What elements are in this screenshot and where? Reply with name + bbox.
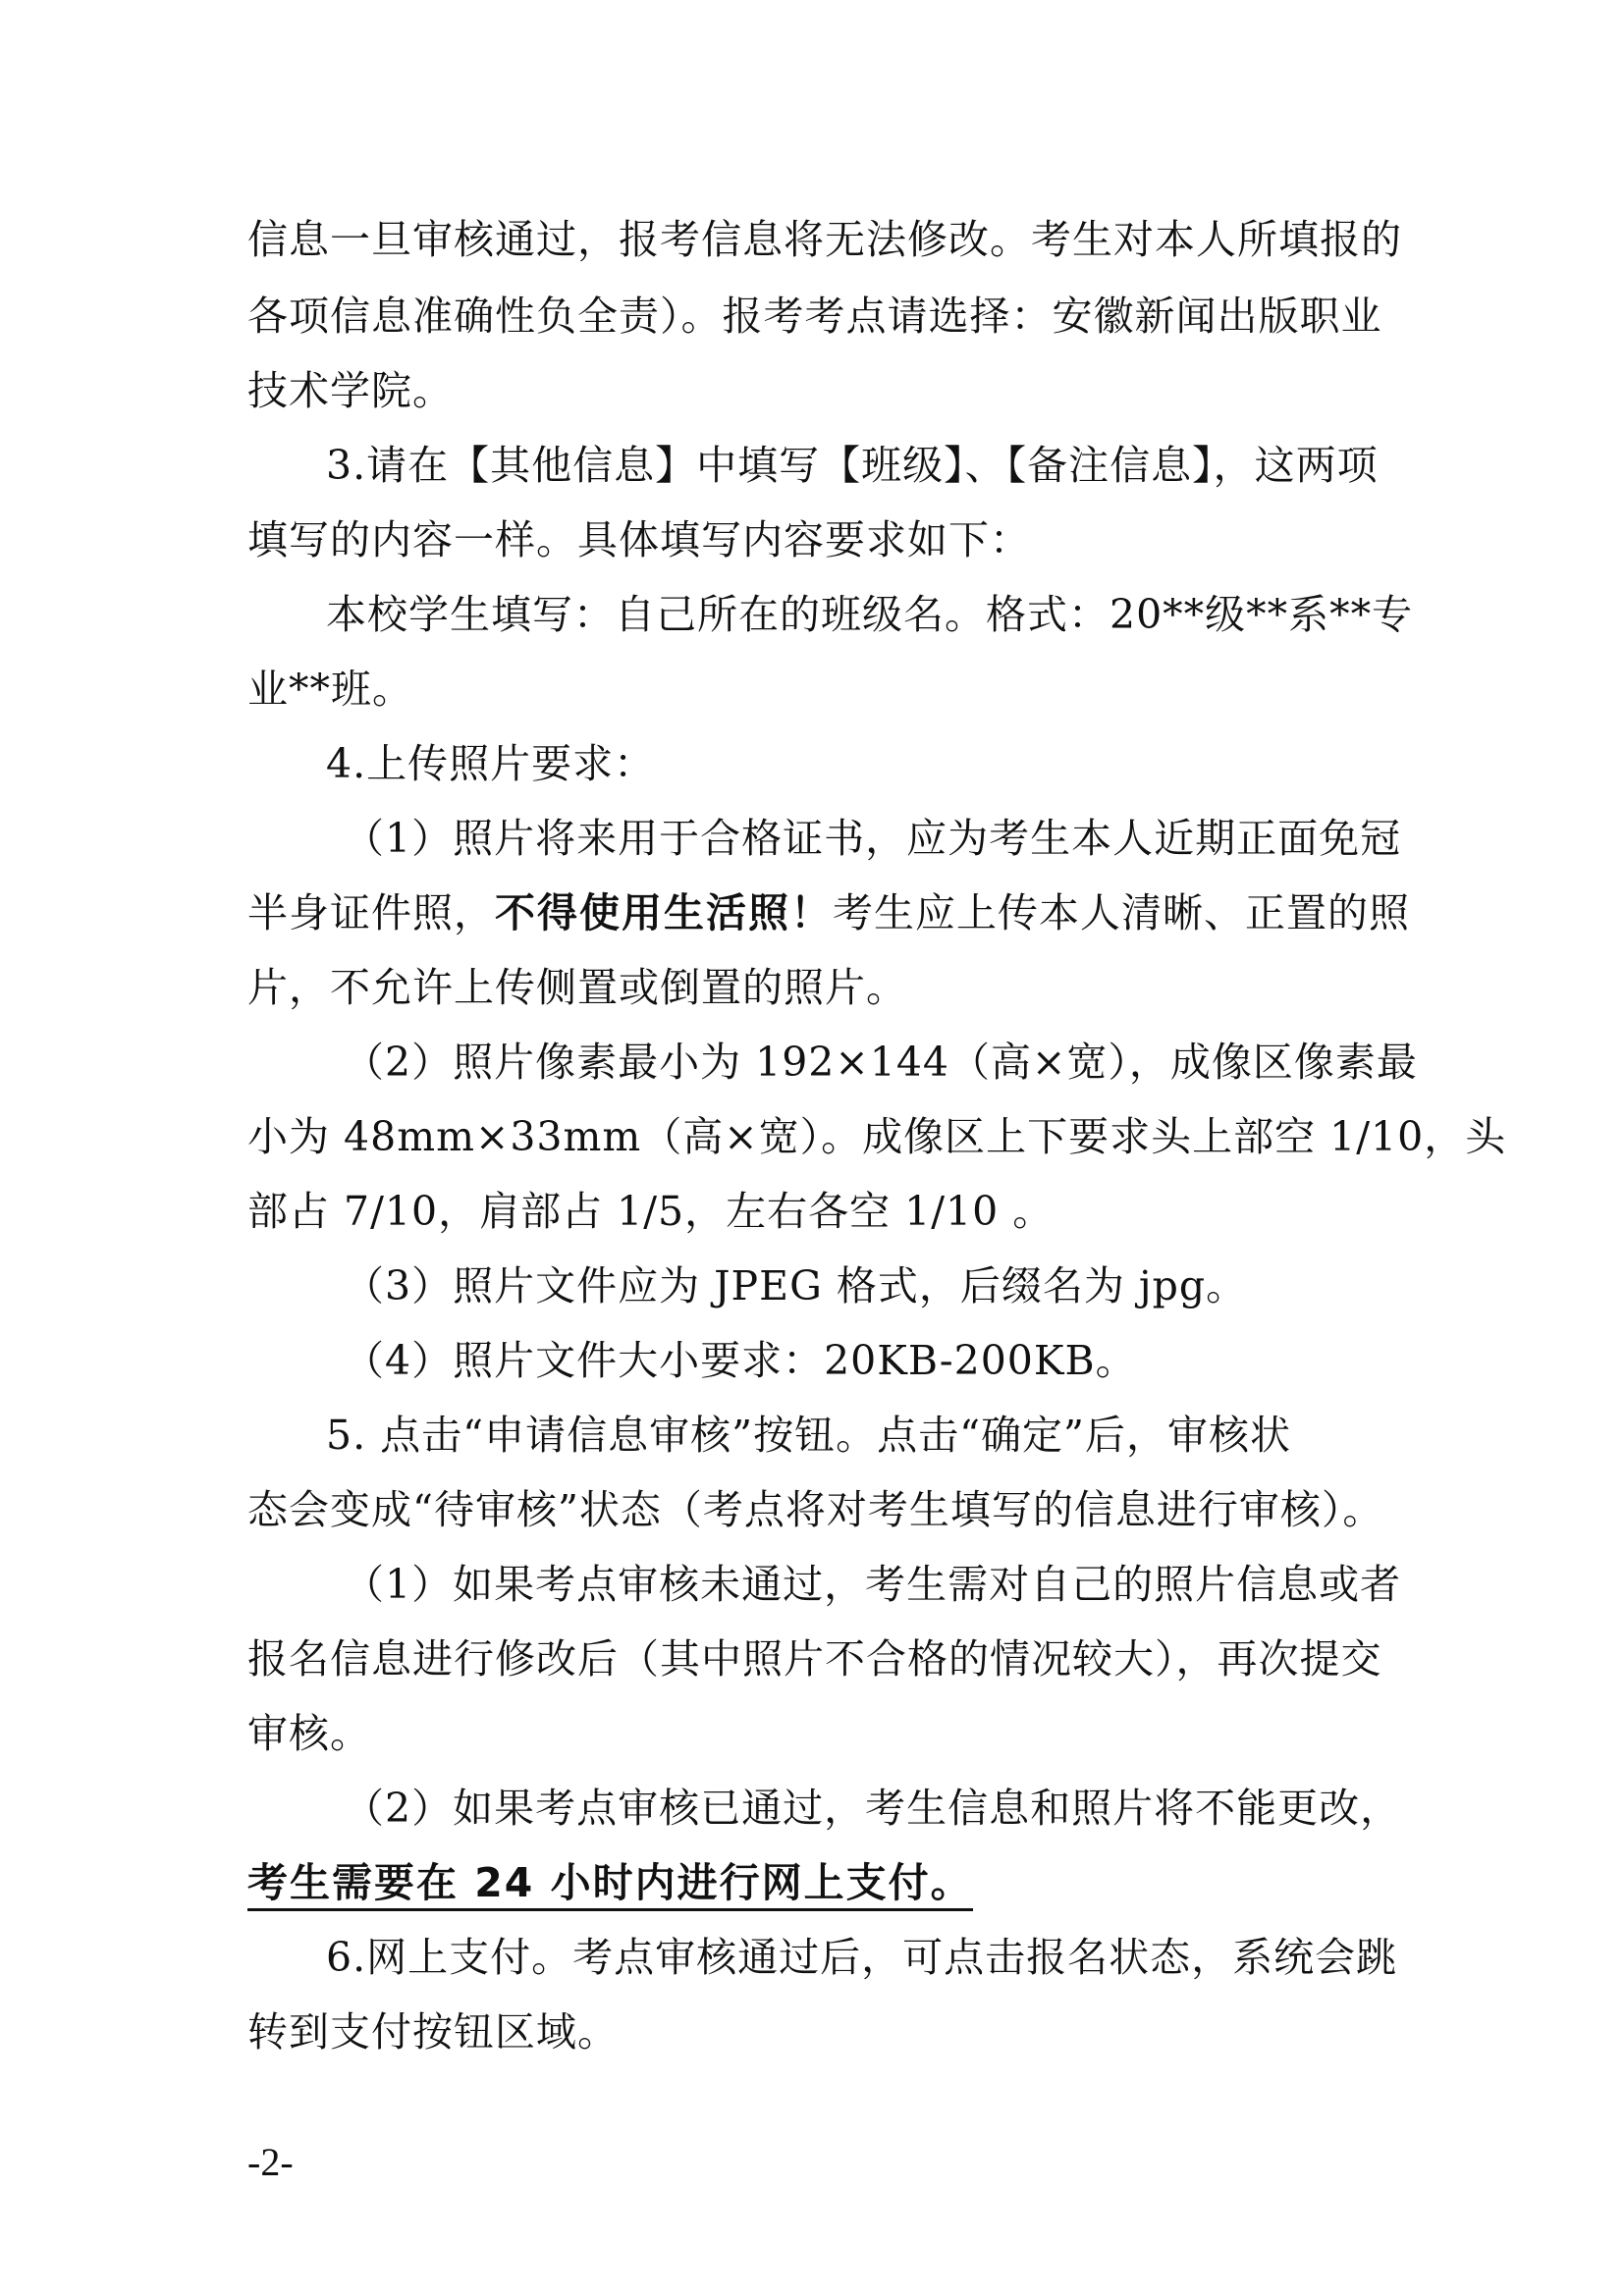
paragraph-line: 信息一旦审核通过，报考信息将无法修改。考生对本人所填报的 [247,216,1402,263]
item-4-point-line: （2）照片像素最小为 192×144（高×宽），成像区像素最 [344,1039,1418,1086]
item-6-line: 转到支付按钮区域。 [247,2008,619,2056]
item-3-sub-line: 业**班。 [247,666,413,713]
item-3-line: 3.请在【其他信息】中填写【班级】、【备注信息】，这两项 [326,442,1379,489]
bold-warning-text: 不得使用生活照！ [495,889,833,936]
item-4-point-line: （3）照片文件应为 JPEG 格式，后缀名为 jpg。 [344,1262,1248,1309]
item-3-line: 填写的内容一样。具体填写内容要求如下： [247,516,1031,563]
page-number: -2- [247,2140,294,2184]
item-3-sub-line: 本校学生填写：自己所在的班级名。格式：20**级**系**专 [326,591,1414,638]
item-5-line: 5. 点击“申请信息审核”按钮。点击“确定”后，审核状 [326,1412,1291,1459]
paragraph-line: 技术学院。 [247,367,454,414]
item-4-point-line: 部占 7/10，肩部占 1/5，左右各空 1/10 。 [247,1188,1055,1235]
underlined-emphasis-text: 考生需要在 24 小时内进行网上支付。 [247,1859,973,1911]
item-4-point-line: （4）照片文件大小要求：20KB-200KB。 [344,1337,1137,1384]
item-4-point-line: 片，不允许上传侧置或倒置的照片。 [247,964,907,1011]
item-5-point-line [247,1851,1377,1914]
item-4-heading: 4.上传照片要求： [326,740,656,787]
item-5-point-line: （1）如果考点审核未通过，考生需对自己的照片信息或者 [344,1561,1402,1608]
text-span: 半身证件照， [247,889,495,936]
item-4-point-line: （1）照片将来用于合格证书，应为考生本人近期正面免冠 [344,815,1402,862]
paragraph-line: 各项信息准确性负全责）。报考考点请选择：安徽新闻出版职业 [247,293,1382,340]
item-5-point-line: 报名信息进行修改后（其中照片不合格的情况较大），再次提交 [247,1635,1382,1682]
text-span: 考生应上传本人清晰、正置的照 [833,889,1410,936]
item-4-point-line [247,881,1410,944]
item-5-point-line: 审核。 [247,1710,371,1757]
item-6-line: 6.网上支付。考点审核通过后，可点击报名状态，系统会跳 [326,1934,1398,1981]
item-5-line: 态会变成“待审核”状态（考点将对考生填写的信息进行审核）。 [247,1486,1384,1533]
item-5-point-line: （2）如果考点审核已通过，考生信息和照片将不能更改， [344,1785,1402,1832]
item-4-point-line: 小为 48mm×33mm（高×宽）。成像区上下要求头上部空 1/10，头 [247,1113,1507,1160]
